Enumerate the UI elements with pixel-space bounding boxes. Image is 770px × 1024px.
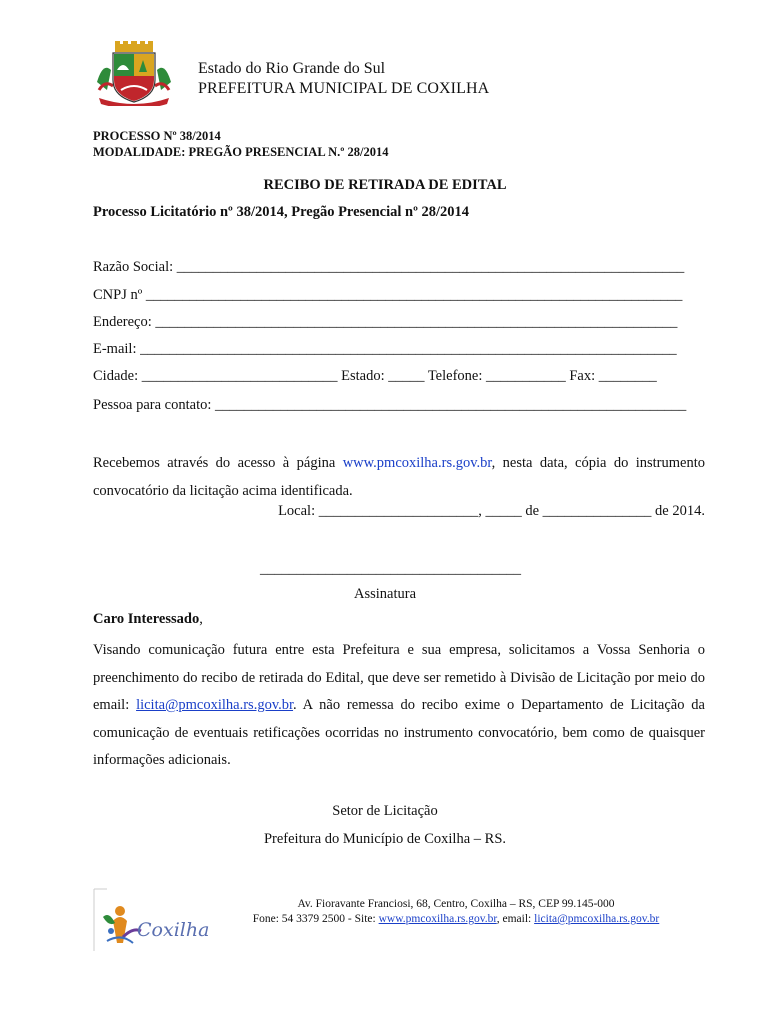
document-subtitle: Processo Licitatório nº 38/2014, Pregão Presencial nº 28/2014 xyxy=(93,204,470,220)
coxilha-logo-word: Coxilha xyxy=(137,919,210,941)
header-state: Estado do Rio Grande do Sul xyxy=(198,60,386,77)
footer-contact xyxy=(200,912,712,927)
greeting-text: Caro Interessado xyxy=(93,611,200,627)
greeting xyxy=(93,611,203,628)
footer-site-link[interactable]: www.pmcoxilha.rs.gov.br xyxy=(378,913,497,925)
municipal-coat-of-arms xyxy=(93,40,175,106)
coat-of-arms-icon xyxy=(93,40,175,106)
process-info xyxy=(93,128,388,160)
signature-line: ____________________________________ xyxy=(260,561,521,577)
receipt-prefix: Recebemos através do acesso à página xyxy=(93,455,343,471)
field-cidade: Cidade: ___________________________ Estado: _____ Telefone: ___________ Fax: ________ xyxy=(93,368,657,384)
notice-part2: . A não remessa do recibo exime o Departamento de Licitação da comunicação de eventuais retificações ocorridas no instrumento convocatório, bem como de quaisquer informações adicionais. xyxy=(93,697,705,768)
receipt-site-link[interactable]: www.pmcoxilha.rs.gov.br xyxy=(342,455,492,471)
process-modality: MODALIDADE: PREGÃO PRESENCIAL N.º 28/2014 xyxy=(93,145,389,159)
field-email: E-mail: __________________________________________________________________________ xyxy=(93,341,677,357)
local-date-line: Local: ______________________, _____ de _______________ de 2014. xyxy=(278,503,705,519)
field-cnpj: CNPJ nº __________________________________________________________________________ xyxy=(93,287,683,303)
document-title: RECIBO DE RETIRADA DE EDITAL xyxy=(263,177,507,193)
footer xyxy=(200,897,712,927)
notice-part1: Visando comunicação futura entre esta Prefeitura e sua empresa, solicitamos a Vossa Senhoria o preenchimento do recibo de retirada do Edital, que deve ser remetido à Divisão de Licitação por meio do email: xyxy=(93,642,705,713)
greeting-comma: , xyxy=(199,611,203,627)
signature-label: Assinatura xyxy=(353,586,416,602)
notice-email-link[interactable]: licita@pmcoxilha.rs.gov.br xyxy=(136,697,294,713)
coxilha-logo xyxy=(93,887,210,955)
header-prefecture: PREFEITURA MUNICIPAL DE COXILHA xyxy=(198,80,490,97)
footer-email-prefix: , email: xyxy=(496,913,535,925)
field-endereco: Endereço: ________________________________________________________________________ xyxy=(93,314,678,330)
process-number: PROCESSO Nº 38/2014 xyxy=(93,129,221,143)
field-contato: Pessoa para contato: _________________________________________________________________ xyxy=(93,397,687,413)
municipality-name: Prefeitura do Município de Coxilha – RS. xyxy=(263,831,507,847)
sector-name: Setor de Licitação xyxy=(332,803,438,819)
field-razao-social: Razão Social: ______________________________________________________________________ xyxy=(93,259,685,275)
footer-phone: Fone: 54 3379 2500 - Site: xyxy=(252,913,379,925)
receipt-paragraph xyxy=(93,449,705,505)
notice-paragraph xyxy=(93,637,705,775)
receipt-suffix: , nesta data, cópia do instrumento convocatório da licitação acima identificada. xyxy=(93,455,705,499)
footer-email-link[interactable]: licita@pmcoxilha.rs.gov.br xyxy=(534,913,660,925)
footer-address: Av. Fioravante Franciosi, 68, Centro, Coxilha – RS, CEP 99.145-000 xyxy=(297,898,615,910)
